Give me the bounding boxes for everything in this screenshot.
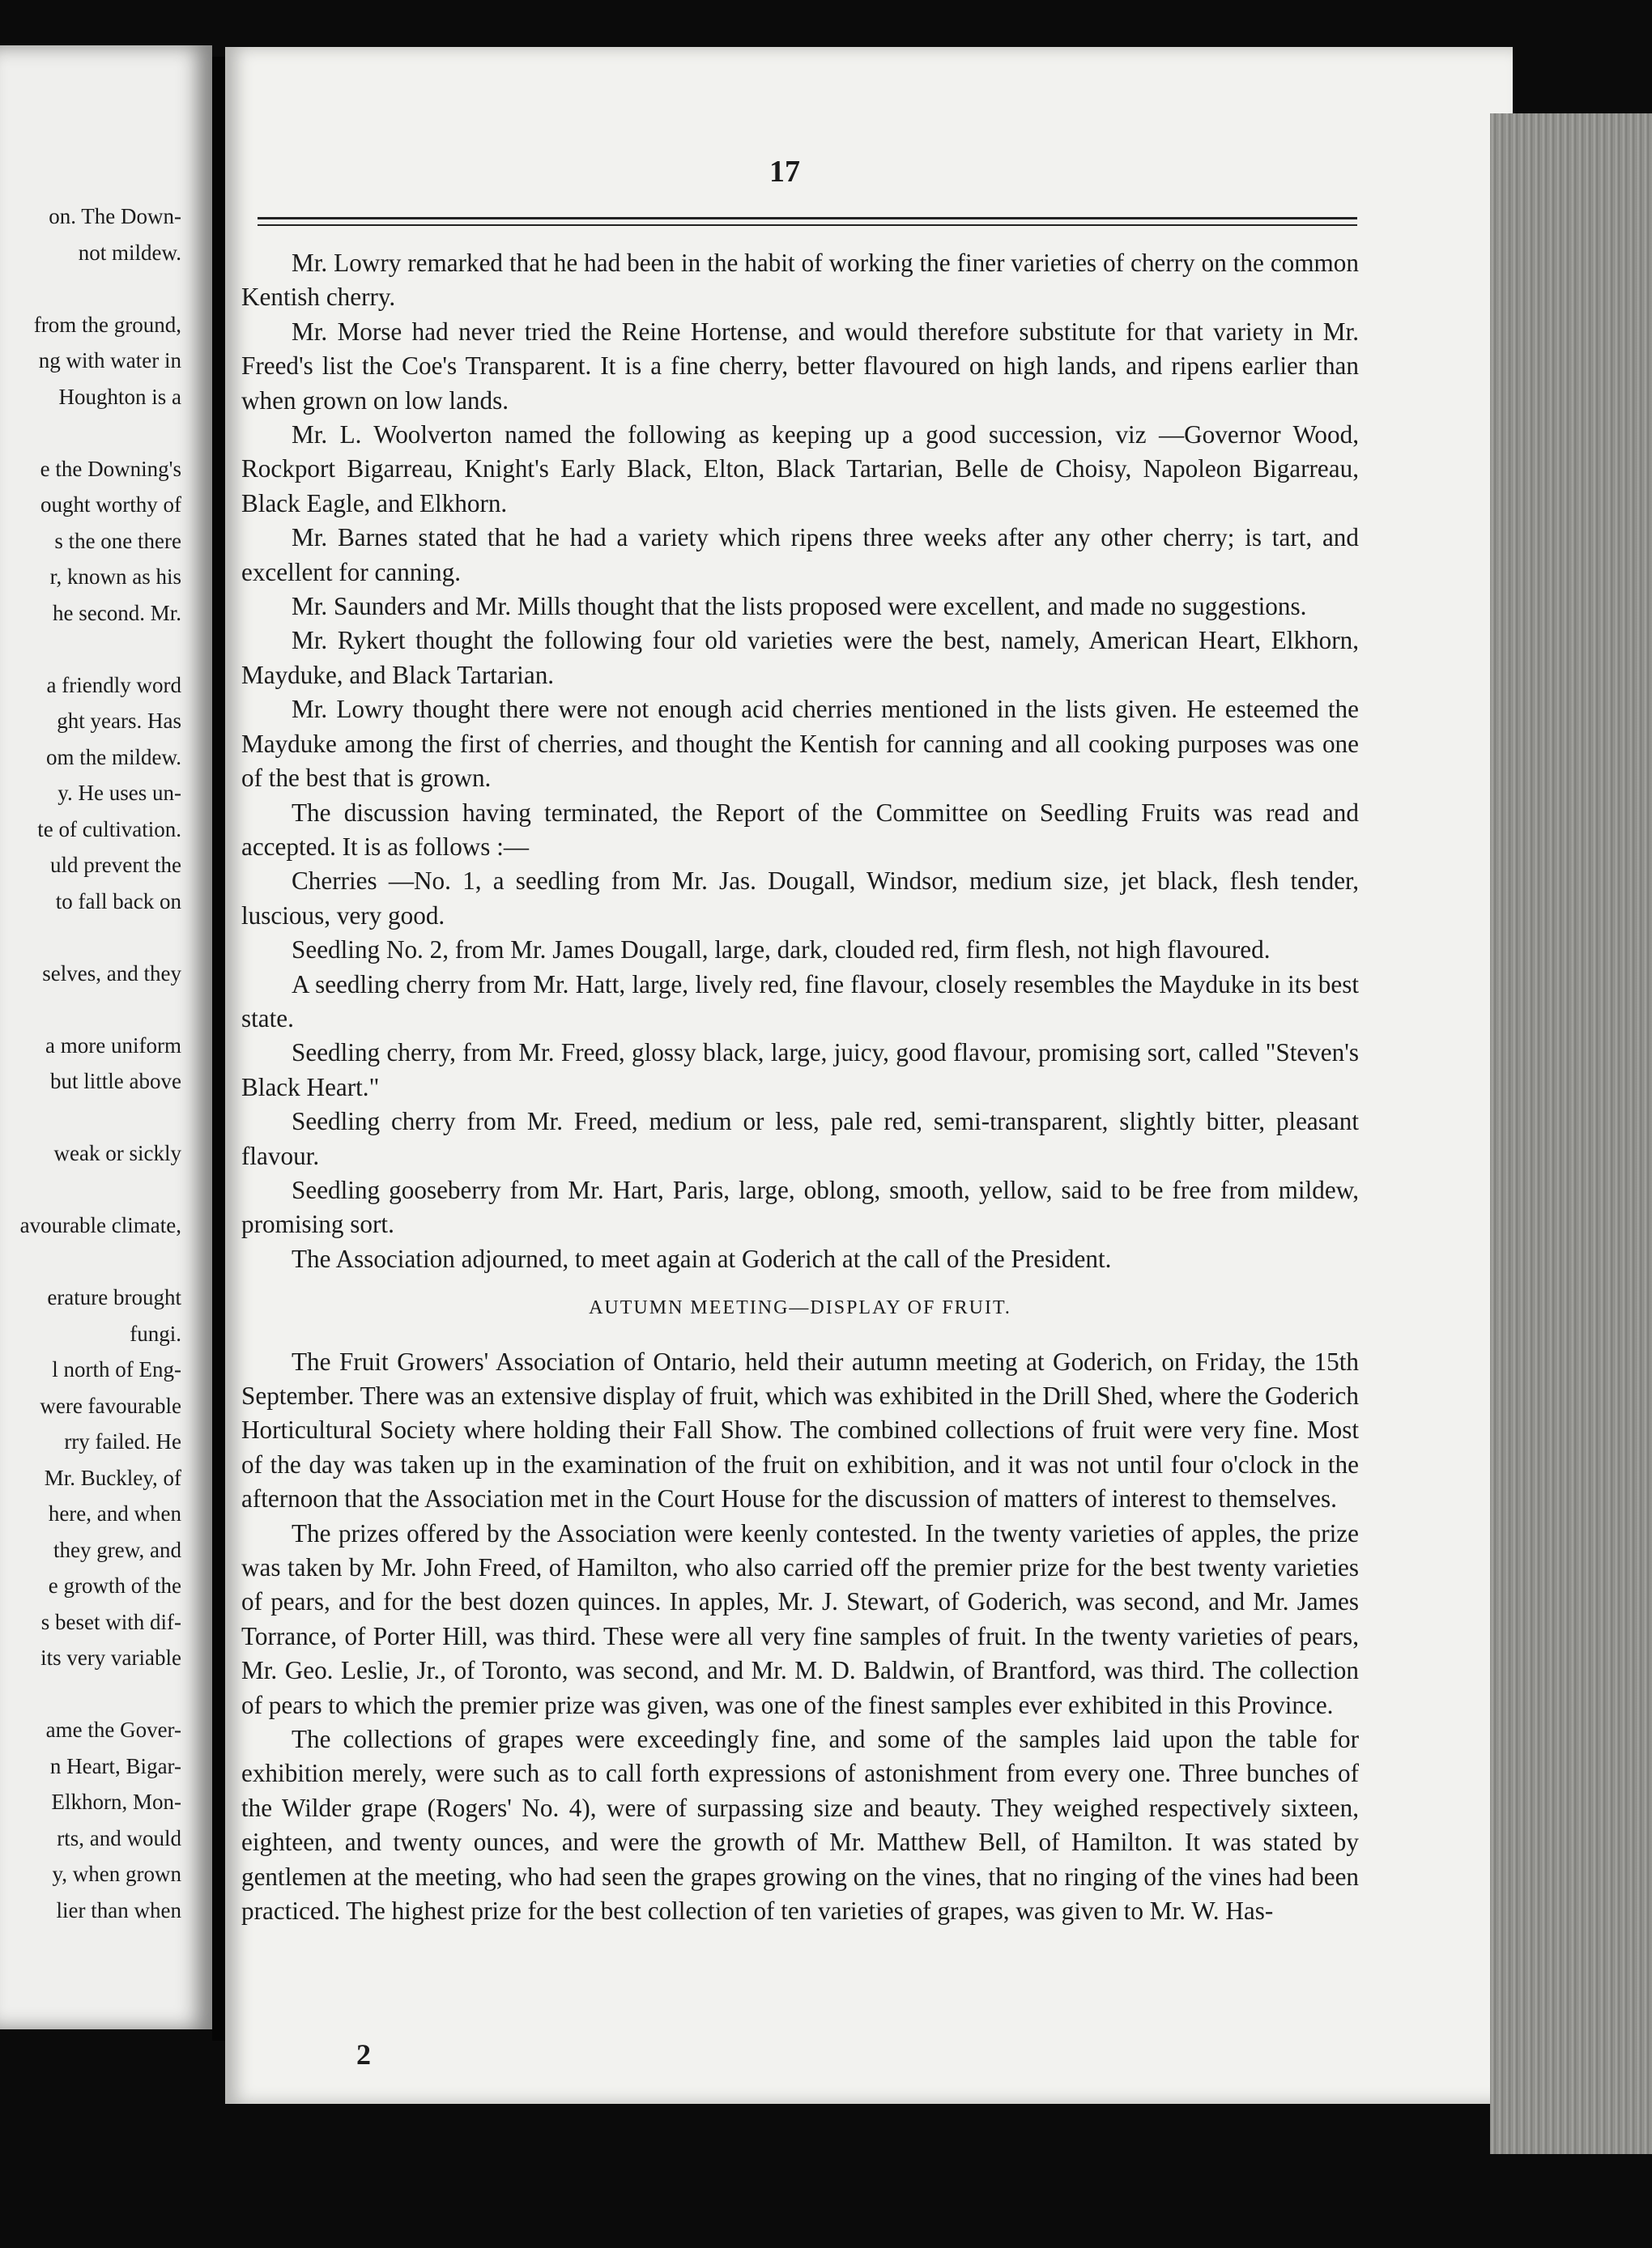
left-page-line: selves, and they — [42, 960, 181, 986]
left-page-line: a more uniform — [45, 1032, 181, 1058]
left-page-line: fungi. — [130, 1321, 181, 1346]
left-page-line: s the one there — [54, 528, 181, 553]
left-page-line: ng with water in — [38, 348, 181, 373]
paragraph: Mr. Saunders and Mr. Mills thought that the lists proposed were excellent, and made no suggestions. — [292, 592, 1307, 621]
left-page-line: a friendly word — [46, 672, 181, 697]
paragraph: Seedling cherry from Mr. Freed, medium or less, pale red, semi-transparent, slightly bitter, pleasant flavour. — [241, 1107, 1359, 1170]
left-page-line: lier than when — [56, 1897, 181, 1922]
left-page-line: to fall back on — [55, 888, 181, 913]
left-page-line: uld prevent the — [50, 853, 181, 877]
left-page-line: they grew, and — [53, 1537, 181, 1562]
left-page-line: Houghton is a — [58, 384, 181, 409]
paragraph: The collections of grapes were exceedingly fine, and some of the samples laid upon the table for exhibition merely, were such as to call forth expressions of astonishment from every one. Three bunches of the Wilder grape (Rogers' No. 4), were of surpassing size and beauty. They weighed respectively sixteen, eighteen, and twenty ounces, and were the growth of Mr. Matthew Bell, of Hamilton. It was stated by gentlemen at the meeting, who had seen the grapes growing on the vines, that no ringing of the vines had been practiced. The highest prize for the best collection of ten varieties of grapes, was given to Mr. W. Has- — [241, 1725, 1359, 1926]
section-heading: AUTUMN MEETING—DISPLAY OF FRUIT. — [589, 1297, 1011, 1319]
left-page-line: here, and when — [48, 1501, 181, 1526]
left-page-line: n Heart, Bigar- — [49, 1753, 181, 1778]
paragraph: Mr. Lowry remarked that he had been in the habit of working the finer varieties of cherry on the common Kentish cherry. — [241, 249, 1359, 312]
paragraphs-before-heading — [241, 246, 1359, 1276]
left-page-line: ame the Gover- — [45, 1718, 181, 1742]
paragraph: The discussion having terminated, the Report of the Committee on Seedling Fruits was read and accepted. It is as follows :— — [241, 798, 1359, 861]
paragraph: The prizes offered by the Association were keenly contested. In the twenty varieties of apples, the prize was taken by Mr. John Freed, of Hamilton, who also carried off the premier prize for the best twenty varieties of pears, and for the best dozen quinces. In apples, Mr. J. Stewart, of Goderich, was second, and Mr. James Torrance, of Porter Hill, was third. These were all very fine samples of fruit. In the twenty varieties of pears, Mr. Geo. Leslie, Jr., of Toronto, was second, and Mr. M. D. Baldwin, of Brantford, was third. The collection of pears to which the premier prize was given, was one of the finest samples ever exhibited in this Province. — [241, 1518, 1359, 1719]
left-page-line: weak or sickly — [53, 1141, 181, 1165]
left-page-line: its very variable — [40, 1646, 181, 1670]
left-page-line: on. The Down- — [49, 204, 181, 228]
left-page-line: l north of Eng- — [52, 1357, 181, 1382]
left-page-line: were favourable — [40, 1393, 181, 1418]
left-page-line: r, known as his — [49, 564, 181, 589]
paragraph: Mr. Barnes stated that he had a variety which ripens three weeks after any other cherry; is tart, and excellent for canning. — [241, 523, 1359, 586]
left-page-line: Mr. Buckley, of — [44, 1465, 181, 1490]
left-page-line: e the Downing's — [40, 456, 181, 481]
paragraph: Mr. Morse had never tried the Reine Hortense, and would therefore substitute for that variety in Mr. Freed's list the Coe's Transparent. It is a fine cherry, better flavoured on high lands, and ripens earlier than when grown on low lands. — [241, 317, 1359, 415]
left-page-line: he second. Mr. — [53, 600, 181, 625]
paragraph: The Fruit Growers' Association of Ontario, held their autumn meeting at Goderich, on Friday, the 15th September. There was an extensive display of fruit, which was exhibited in the Drill Shed, where the Goderich Horticultural Society where holding their Fall Show. The combined collections of fruit were very fine. Most of the day was taken up in the examination of the fruit on exhibition, and it was not until four o'clock in the afternoon that the Association met in the Court House for the discussion of matters of interest to themselves. — [241, 1347, 1359, 1514]
page-number: 17 — [769, 155, 800, 189]
left-page-line: s beset with dif- — [40, 1609, 181, 1634]
paragraph: Mr. Lowry thought there were not enough acid cherries mentioned in the lists given. He esteemed the Mayduke among the first of cherries, and thought the Kentish for canning and all cooking purposes was one of the best that is grown. — [241, 695, 1359, 793]
left-page-line: from the ground, — [33, 312, 181, 337]
paragraph: Seedling cherry, from Mr. Freed, glossy black, large, juicy, good flavour, promising sort, called "Steven's Black Heart." — [241, 1038, 1359, 1101]
body-text — [241, 246, 1359, 1929]
paragraph: Seedling gooseberry from Mr. Hart, Paris, large, oblong, smooth, yellow, said to be free from mildew, promising sort. — [241, 1175, 1359, 1239]
paragraph: Seedling No. 2, from Mr. James Dougall, large, dark, clouded red, firm flesh, not high flavoured. — [292, 935, 1271, 964]
left-page-line: rry failed. He — [64, 1429, 181, 1454]
left-page-line: y. He uses un- — [57, 781, 181, 805]
left-page-line: om the mildew. — [46, 744, 181, 769]
left-page-line: te of cultivation. — [37, 816, 181, 841]
paragraphs-after-heading — [241, 1345, 1359, 1929]
left-page-line: ght years. Has — [57, 709, 181, 733]
left-page-line: ought worthy of — [40, 492, 181, 517]
left-page-line: erature brought — [47, 1285, 181, 1309]
paragraph: Mr. Rykert thought the following four old varieties were the best, namely, American Heart, Elkhorn, Mayduke, and Black Tartarian. — [241, 626, 1359, 689]
left-page-fragment — [0, 45, 212, 2029]
paragraph: The Association adjourned, to meet again at Goderich at the call of the President. — [292, 1244, 1112, 1273]
page-edges — [1490, 113, 1652, 2154]
left-page-line: Elkhorn, Mon- — [51, 1790, 181, 1814]
left-page-line: e growth of the — [48, 1573, 181, 1598]
paragraph: Cherries —No. 1, a seedling from Mr. Jas. Dougall, Windsor, medium size, jet black, flesh tender, luscious, very good. — [241, 866, 1359, 930]
header-rule-thin — [258, 224, 1357, 226]
left-page-line: rts, and would — [57, 1825, 181, 1850]
paragraph: A seedling cherry from Mr. Hatt, large, lively red, fine flavour, closely resembles the Mayduke in its best state. — [241, 969, 1359, 1032]
paragraph: Mr. L. Woolverton named the following as keeping up a good succession, viz —Governor Wood, Rockport Bigarreau, Knight's Early Black, Elton, Black Tartarian, Belle de Choisy, Napoleon Bigarreau, Black Eagle, and Elkhorn. — [241, 420, 1359, 517]
left-page-line: avourable climate, — [19, 1213, 181, 1237]
header-rule — [258, 217, 1357, 219]
left-page-line: not mildew. — [78, 240, 181, 265]
left-page-line: but little above — [50, 1069, 181, 1093]
left-page-line: y, when grown — [52, 1862, 181, 1886]
signature-mark: 2 — [356, 2038, 371, 2071]
